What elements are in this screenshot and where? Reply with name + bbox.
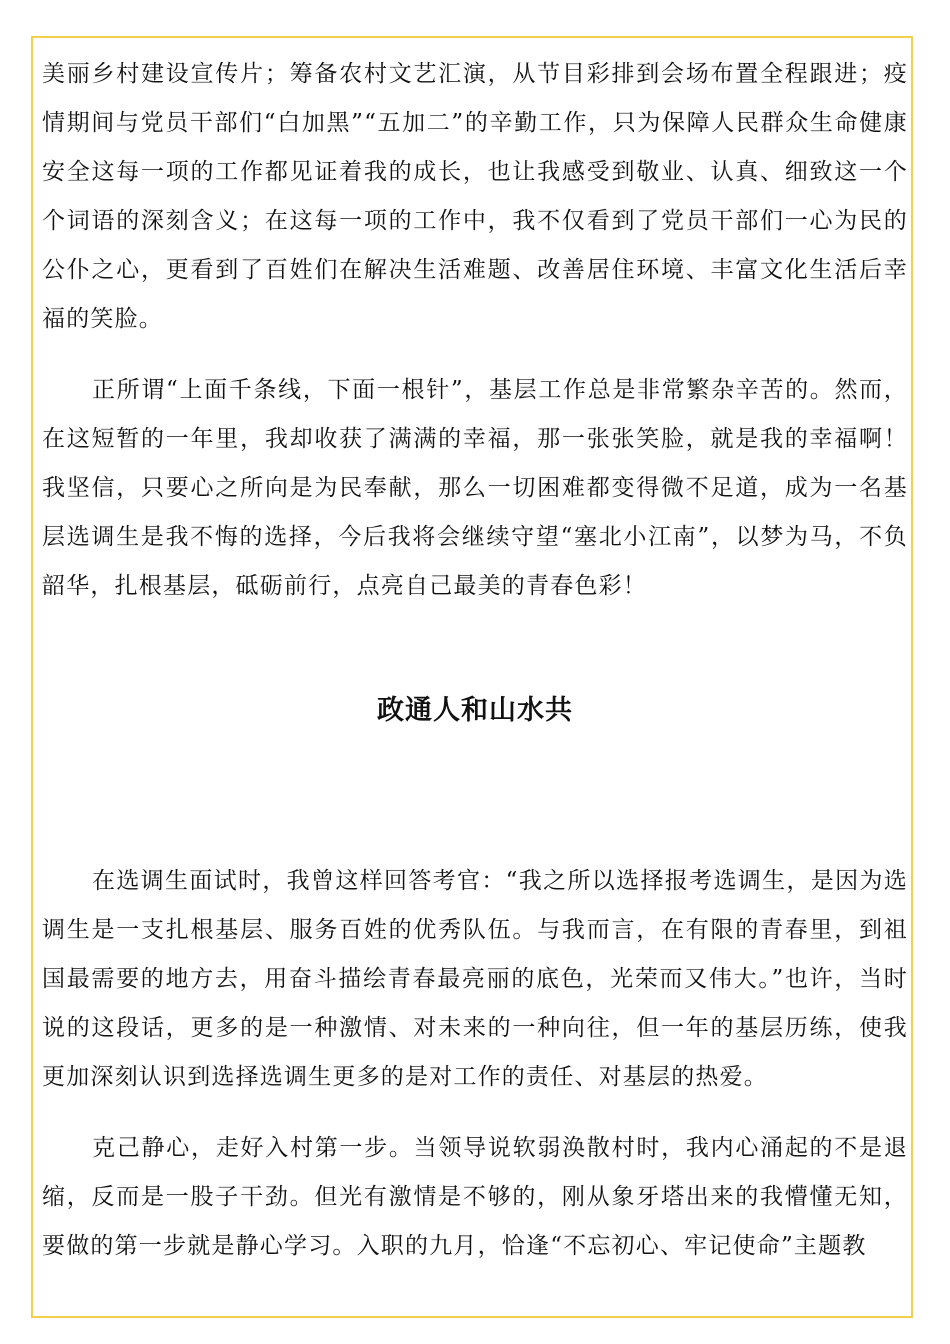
paragraph-interview: 在选调生面试时，我曾这样回答考官：“我之所以选择报考选调生，是因为选调生是一支扎根基层、服务百姓的优秀队伍。与我而言，在有限的青春里，到祖国最需要的地方去，用奋斗描绘青春最亮丽的底色，光荣而又伟大。”也许，当时说的这段话，更多的是一种激情、对未来的一种向往，但一年的基层历练，使我更加深刻认识到选择选调生更多的是对工作的责任、对基层的热爱。 (42, 868, 908, 1090)
paragraph-first-step: 克己静心，走好入村第一步。当领导说软弱涣散村时，我内心涌起的不是退缩，反而是一股子干劲。但光有激情是不够的，刚从象牙塔出来的我懵懂无知，要做的第一步就是静心学习。入职的九月，恰逢“不忘初心、牢记使命”主题教 (42, 1135, 908, 1259)
document-body (42, 50, 908, 1271)
section-title: 政通人和山水共 (377, 695, 573, 726)
paragraph-continued: 美丽乡村建设宣传片；筹备农村文艺汇演，从节目彩排到会场布置全程跟进；疫情期间与党员干部们“白加黑”“五加二”的辛勤工作，只为保障人民群众生命健康安全这每一项的工作都见证着我的成长，也让我感受到敬业、认真、细致这一个个词语的深刻含义；在这每一项的工作中，我不仅看到了党员干部们一心为民的公仆之心，更看到了百姓们在解决生活难题、改善居住环境、丰富文化生活后幸福的笑脸。 (42, 61, 908, 332)
paragraph-conclusion: 正所谓“上面千条线，下面一根针”，基层工作总是非常繁杂辛苦的。然而，在这短暂的一年里，我却收获了满满的幸福，那一张张笑脸，就是我的幸福啊！我坚信，只要心之所向是为民奉献，那么一切困难都变得微不足道，成为一名基层选调生是我不悔的选择，今后我将会继续守望“塞北小江南”，以梦为马，不负韶华，扎根基层，砥砺前行，点亮自己最美的青春色彩！ (42, 377, 908, 599)
section-title-wrapper (42, 681, 908, 741)
